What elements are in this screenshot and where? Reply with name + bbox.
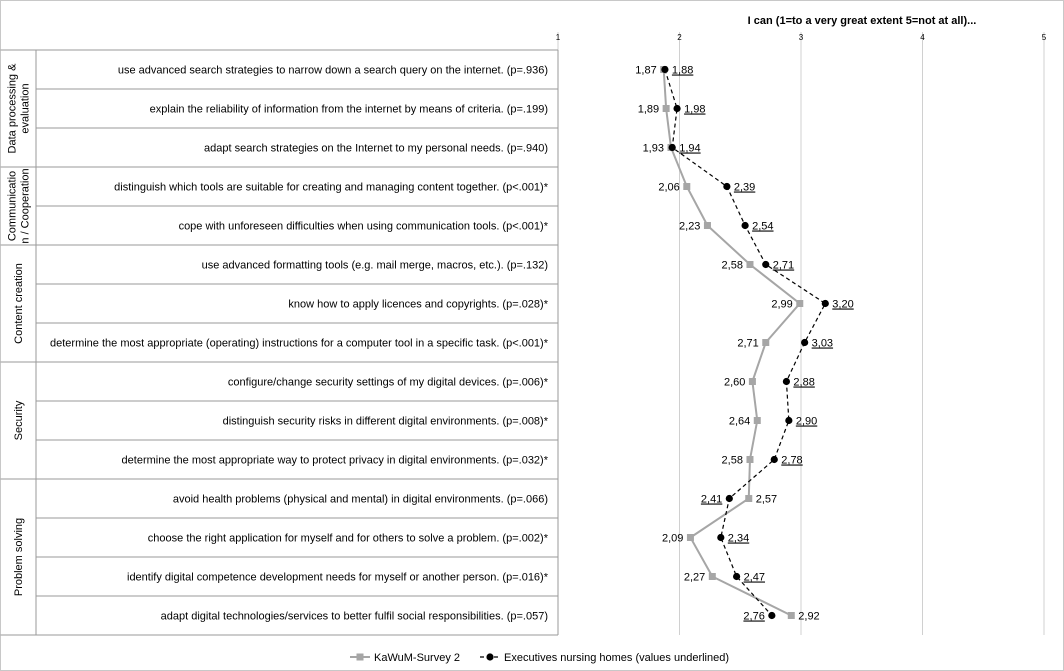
data-label-series-2: 2,88: [793, 376, 815, 389]
marker-series-2: [785, 417, 792, 424]
marker-series-1: [746, 261, 753, 268]
marker-series-2: [783, 378, 790, 385]
group-label-line: evaluation: [19, 83, 32, 134]
group-label: [13, 400, 25, 440]
category-label: choose the right application for myself and for others to solve a problem. (p=.002)*: [147, 532, 548, 545]
group-label-line: Content creation: [13, 263, 25, 344]
marker-series-1: [754, 417, 761, 424]
marker-series-2: [768, 612, 775, 619]
marker-series-2: [717, 534, 724, 541]
data-label-series-2: 1,88: [671, 64, 694, 77]
data-label-series-2: 2,78: [781, 454, 803, 467]
marker-series-2: [673, 105, 680, 112]
legend-label-series-2: Executives nursing homes (values underlined): [504, 652, 730, 664]
data-label-series-1: 2,23: [679, 220, 701, 233]
marker-series-1: [704, 222, 711, 229]
marker-series-1: [745, 495, 752, 502]
data-label-series-1: 2,06: [658, 181, 680, 194]
x-tick-label-5: 5: [1041, 33, 1047, 42]
data-label-series-2: 1,98: [684, 103, 706, 116]
marker-series-1: [663, 105, 670, 112]
data-label-series-2: 3,20: [832, 298, 854, 311]
data-label-series-1: 2,71: [737, 337, 759, 350]
marker-series-1: [796, 300, 803, 307]
marker-series-2: [726, 495, 733, 502]
marker-series-1: [683, 183, 690, 190]
group-label-line: Communicatio: [6, 170, 19, 242]
category-label: use advanced search strategies to narrow down a search query on the internet. (p=.936): [117, 64, 548, 77]
category-label: use advanced formatting tools (e.g. mail merge, macros, etc.). (p=.132): [201, 259, 548, 272]
category-label: know how to apply licences and copyrights. (p=.028)*: [288, 298, 548, 311]
category-label: cope with unforeseen difficulties when using communication tools. (p<.001)*: [178, 220, 548, 233]
group-label: [7, 168, 32, 243]
data-label-series-2: 2,90: [795, 415, 818, 428]
marker-series-2: [661, 66, 668, 73]
group-label-line: Data processing &: [6, 63, 19, 154]
data-label-series-2: 2,39: [733, 181, 756, 194]
data-label-series-2: 3,03: [811, 337, 834, 350]
marker-series-2: [733, 573, 740, 580]
x-tick-label-3: 3: [798, 33, 804, 42]
data-label-series-1: 2,92: [798, 610, 820, 623]
data-label-series-2: 2,47: [743, 571, 766, 584]
category-label: configure/change security settings of my digital devices. (p=.006)*: [227, 376, 548, 389]
group-label-line: Security: [13, 400, 25, 441]
data-label-series-1: 2,57: [755, 493, 778, 506]
marker-series-2: [822, 300, 829, 307]
group-label: [13, 263, 25, 344]
data-label-series-1: 1,87: [635, 64, 657, 77]
group-label-line: n / Cooperation: [19, 168, 32, 244]
group-label: [13, 518, 25, 596]
marker-series-1: [746, 456, 753, 463]
marker-series-2: [742, 222, 749, 229]
marker-series-1: [762, 339, 769, 346]
legend: [350, 652, 729, 664]
data-label-series-1: 2,64: [728, 415, 751, 428]
data-label-series-2: 2,41: [700, 493, 723, 506]
category-label: distinguish security risks in different digital environments. (p=.008)*: [222, 415, 548, 428]
x-tick-label-1: 1: [555, 33, 561, 42]
legend-marker-series-1: [357, 654, 364, 661]
data-label-series-1: 1,93: [642, 142, 664, 155]
data-label-series-1: 2,27: [683, 571, 706, 584]
marker-series-2: [723, 183, 730, 190]
data-label-series-2: 2,71: [772, 259, 795, 272]
category-label: determine the most appropriate way to protect privacy in digital environments. (p=.032)*: [121, 454, 548, 467]
group-label-line: Problem solving: [13, 517, 25, 597]
chart-title: I can (1=to a very great extent 5=not at all)...: [747, 15, 977, 27]
data-label-series-1: 2,58: [721, 454, 743, 467]
data-label-series-1: 2,09: [662, 532, 684, 545]
category-label: adapt digital technologies/services to better fulfil social responsibilities. (p=.057): [160, 610, 548, 623]
data-label-series-2: 1,94: [679, 142, 701, 155]
category-label: avoid health problems (physical and mental) in digital environments. (p=.066): [172, 493, 548, 506]
data-label-series-1: 1,89: [637, 103, 660, 116]
category-label: determine the most appropriate (operating) instructions for a computer tool in a specific task. (p<.001)*: [50, 337, 548, 350]
marker-series-1: [709, 573, 716, 580]
data-label-series-1: 2,58: [721, 259, 743, 272]
chart-border: [1, 1, 1064, 671]
marker-series-2: [669, 144, 676, 151]
marker-series-1: [749, 378, 756, 385]
marker-series-2: [762, 261, 769, 268]
legend-marker-series-2: [486, 653, 493, 660]
data-label-series-2: 2,76: [743, 610, 765, 623]
marker-series-1: [687, 534, 694, 541]
category-label: adapt search strategies on the Internet to my personal needs. (p=.940): [204, 142, 548, 155]
data-label-series-2: 2,54: [752, 220, 774, 233]
legend-label-series-1: KaWuM-Survey 2: [374, 652, 460, 664]
marker-series-2: [771, 456, 778, 463]
category-label: identify digital competence development needs for myself or another person. (p=.016)*: [127, 571, 548, 584]
category-label: explain the reliability of information from the internet by means of criteria. (p=.199): [149, 103, 548, 116]
marker-series-2: [801, 339, 808, 346]
data-label-series-2: 2,34: [727, 532, 750, 545]
data-label-series-1: 2,60: [723, 376, 746, 389]
x-tick-label-4: 4: [920, 33, 925, 42]
category-label: distinguish which tools are suitable for creating and managing content together. (p<.001)*: [114, 181, 548, 194]
data-label-series-1: 2,99: [771, 298, 793, 311]
marker-series-1: [788, 612, 795, 619]
x-tick-label-2: 2: [677, 33, 682, 42]
